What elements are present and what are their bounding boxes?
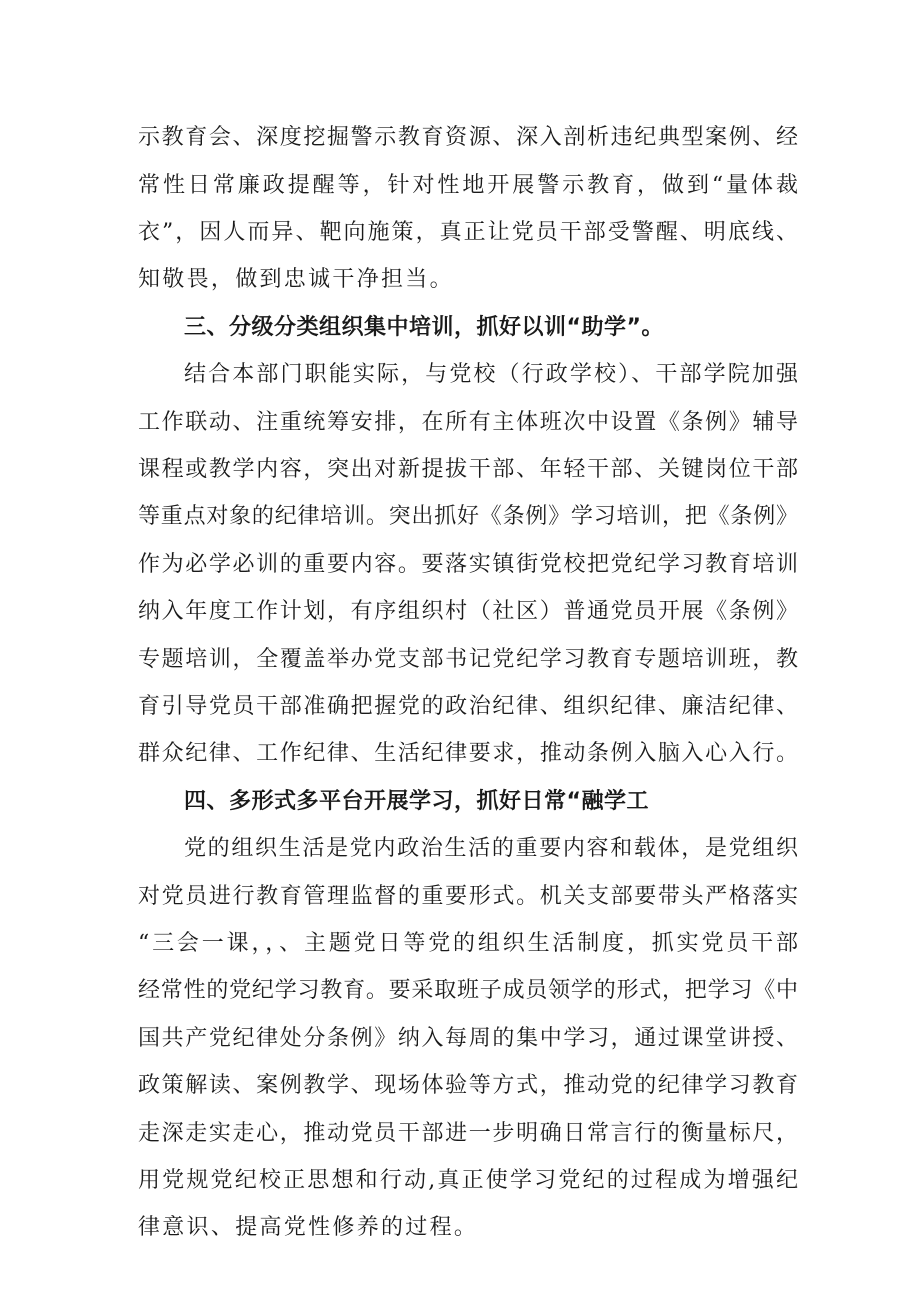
paragraph-line: 纳入年度工作计划，有序组织村（社区）普通党员开展《条例》: [138, 599, 798, 624]
paragraph-line: 对党员进行教育管理监督的重要形式。机关支部要带头严格落实: [138, 884, 798, 909]
paragraph-line: 育引导党员干部准确把握党的政治纪律、组织纪律、廉洁纪律、: [138, 694, 798, 719]
paragraph-line: 走深走实走心，推动党员干部进一步明确日常言行的衡量标尺，: [138, 1121, 798, 1146]
paragraph-line: 工作联动、注重统筹安排，在所有主体班次中设置《条例》辅导: [138, 410, 798, 435]
paragraph-line: 党的组织生活是党内政治生活的重要内容和载体，是党组织: [184, 836, 798, 861]
paragraph-line: 结合本部门职能实际，与党校（行政学校）、干部学院加强: [184, 362, 798, 387]
paragraph-line: “三会一课，，、主题党日等党的组织生活制度，抓实党员干部: [138, 931, 798, 956]
paragraph-line: 专题培训，全覆盖举办党支部书记党纪学习教育专题培训班，教: [138, 647, 798, 672]
paragraph-line: 衣”，因人而异、靶向施策，真正让党员干部受警醒、明底线、: [138, 220, 798, 245]
paragraph-line: 国共产党纪律处分条例》纳入每周的集中学习，通过课堂讲授、: [138, 1026, 798, 1051]
paragraph-line: 群众纪律、工作纪律、生活纪律要求，推动条例入脑入心入行。: [138, 741, 798, 766]
paragraph-line: 律意识、提高党性修养的过程。: [138, 1215, 479, 1240]
paragraph-line: 课程或教学内容，突出对新提拔干部、年轻干部、关键岗位干部: [138, 457, 798, 482]
paragraph-line: 知敬畏，做到忠诚干净担当。: [138, 267, 454, 292]
section-heading: 四、多形式多平台开展学习，抓好日常“融学工: [184, 789, 649, 814]
paragraph-line: 经常性的党纪学习教育。要采取班子成员领学的形式，把学习《中: [138, 978, 798, 1003]
paragraph-line: 用党规党纪校正思想和行动,真正使学习党纪的过程成为增强纪: [138, 1168, 798, 1193]
paragraph-line: 示教育会、深度挖掘警示教育资源、深入剖析违纪典型案例、经: [138, 125, 798, 150]
section-heading: 三、分级分类组织集中培训，抓好以训“助学”。: [184, 315, 664, 340]
paragraph-line: 政策解读、案例教学、现场体验等方式，推动党的纪律学习教育: [138, 1073, 798, 1098]
paragraph-line: 常性日常廉政提醒等，针对性地开展警示教育，做到“量体裁: [138, 173, 798, 198]
paragraph-line: 作为必学必训的重要内容。要落实镇街党校把党纪学习教育培训: [138, 552, 798, 577]
paragraph-line: 等重点对象的纪律培训。突出抓好《条例》学习培训，把《条例》: [138, 504, 798, 529]
